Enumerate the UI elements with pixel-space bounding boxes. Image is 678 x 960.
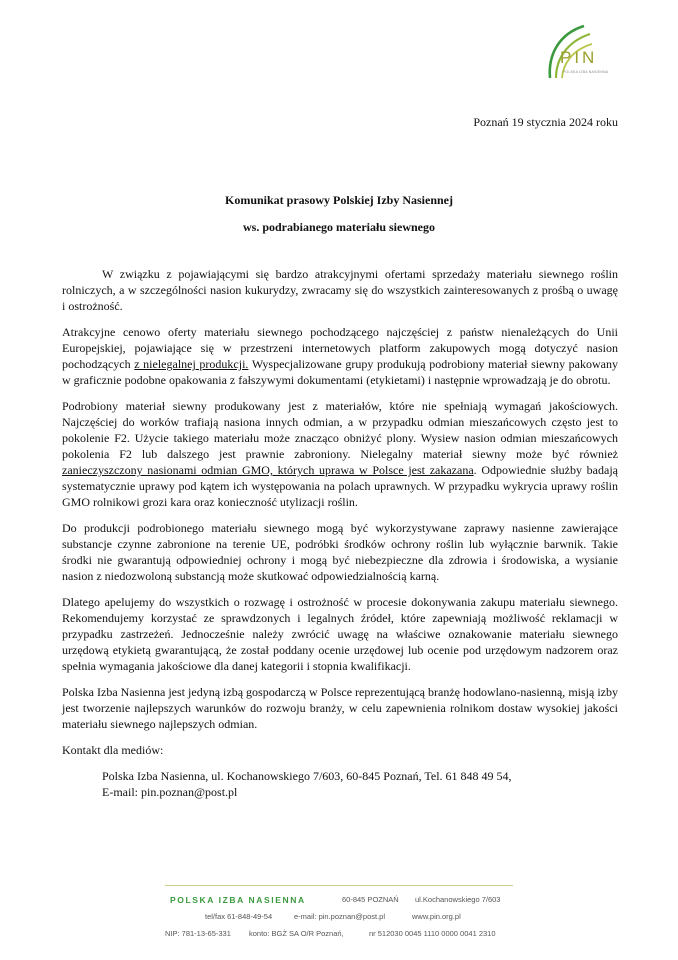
logo-subtitle: POLSKA IZBA NASIENNA [563, 70, 609, 74]
footer-brand: POLSKA IZBA NASIENNA [170, 895, 306, 905]
footer-bank: konto: BGŻ SA O/R Poznań, [249, 929, 344, 938]
document-body [62, 266, 618, 800]
contact-email: E-mail: pin.poznan@post.pl [102, 785, 238, 799]
paragraph-5: Dlatego apelujemy do wszystkich o rozwagę i ostrożność w procesie dokonywania zakupu materiału siewnego. Rekomendujemy korzystać ze sprawdzonych i legalnych źródeł, które zapewniają możliwość reklamacji w przypadku zastrzeżeń. Jednocześnie należy zwrócić uwagę na właściwe oznakowanie materiału siewnego urzędową etykietą gwarantującą, że został poddany ocenie urzędowej lub ocenie pod urzędowym nadzorem oraz spełnia wymagania jakościowe dla danej kategorii i stopnia kwalifikacji. [62, 595, 618, 673]
contact-address: Polska Izba Nasienna, ul. Kochanowskiego 7/603, 60-845 Poznań, Tel. 61 848 49 54, [102, 769, 512, 783]
paragraph-6: Polska Izba Nasienna jest jedyną izbą gospodarczą w Polsce reprezentującą branżę hodowlano-nasienną, misją izby jest tworzenie najlepszych warunków do rozwoju branży, w celu zapewnienia rolnikom dostaw wysokiej jakości materiału siewnego najlepszych odmian. [62, 685, 618, 731]
contact-block [62, 768, 618, 800]
paragraph-2-text-a: Atrakcyjne cenowo oferty materiału siewnego pochodzącego najczęściej z państw nienależących do Unii Europejskiej, pojawiające się w przestrzeni internetowych platform zakupowych mogą dotyczyć nasion pochodzących [62, 325, 618, 371]
paragraph-1: W związku z pojawiającymi się bardzo atrakcyjnymi ofertami sprzedaży materiału siewnego roślin rolniczych, a w szczególności nasion kukurydzy, zwracamy się do wszystkich zainteresowanych z prośbą o uwagę i ostrożność. [62, 267, 618, 313]
footer-divider [165, 885, 513, 886]
footer-city: 60-845 POZNAŃ [342, 895, 399, 904]
document-title: Komunikat prasowy Polskiej Izby Nasiennej [224, 193, 454, 207]
paragraph-2-underlined: z nielegalnej produkcji. [134, 357, 249, 371]
contact-label: Kontakt dla mediów: [62, 743, 164, 757]
footer-website: www.pin.org.pl [412, 912, 461, 921]
footer-telfax: tel/fax 61-848-49-54 [205, 912, 273, 921]
paragraph-2-text-b: Wyspecjalizowane grupy produkują podrobiony materiał siewny pakowany w graficznie podobne opakowania z fałszywymi dokumentami (etykietami) i następnie wprowadzają je do obrotu. [62, 357, 618, 387]
footer-nip: NIP: 781-13-65-331 [165, 929, 231, 938]
document-subtitle: ws. podrabianego materiału siewnego [243, 220, 435, 234]
paragraph-3-text-b: . Odpowiednie służby badają systematycznie uprawy pod kątem ich występowania na polach uprawnych. W przypadku wykrycia uprawy roślin GMO rolnikowi grozi kara oraz konieczność utylizacji roślin. [62, 463, 618, 509]
paragraph-3-text-a: Podrobiony materiał siewny produkowany jest z materiałów, które nie spełniają wymagań jakościowych. Najczęściej do worków trafiają nasiona innych odmian, a w przypadku odmian mieszańcowych często jest to pokolenie F2. Użycie takiego materiału może znacząco obniżyć plony. Wysiew nasion odmian mieszańcowych pokolenia F2 lub dalszego jest prawnie zabroniony. Nielegalny materiał siewny może być również [62, 399, 618, 461]
paragraph-3 [62, 398, 618, 510]
paragraph-3-underlined: zanieczyszczony nasionami odmian GMO, których uprawa w Polsce jest zakazana [62, 463, 474, 477]
footer-street: ul.Kochanowskiego 7/603 [415, 895, 501, 904]
document-date: Poznań 19 stycznia 2024 roku [473, 115, 618, 129]
paragraph-4: Do produkcji podrobionego materiału siewnego mogą być wykorzystywane zaprawy nasienne zawierające substancje czynne zabronione na terenie UE, podróbki środków ochrony roślin lub wyłącznie barwnik. Takie środki nie gwarantują odpowiedniej ochrony i mogą być niebezpieczne dla zdrowia i środowiska, a wysianie nasion z niedozwoloną substancją może skutkować odpowiedzialnością karną. [62, 521, 618, 583]
footer-email: e-mail: pin.poznan@post.pl [294, 912, 385, 921]
paragraph-2 [62, 324, 618, 388]
footer-account: nr 512030 0045 1110 0000 0041 2310 [369, 929, 496, 938]
logo-text: PIN [560, 48, 598, 67]
